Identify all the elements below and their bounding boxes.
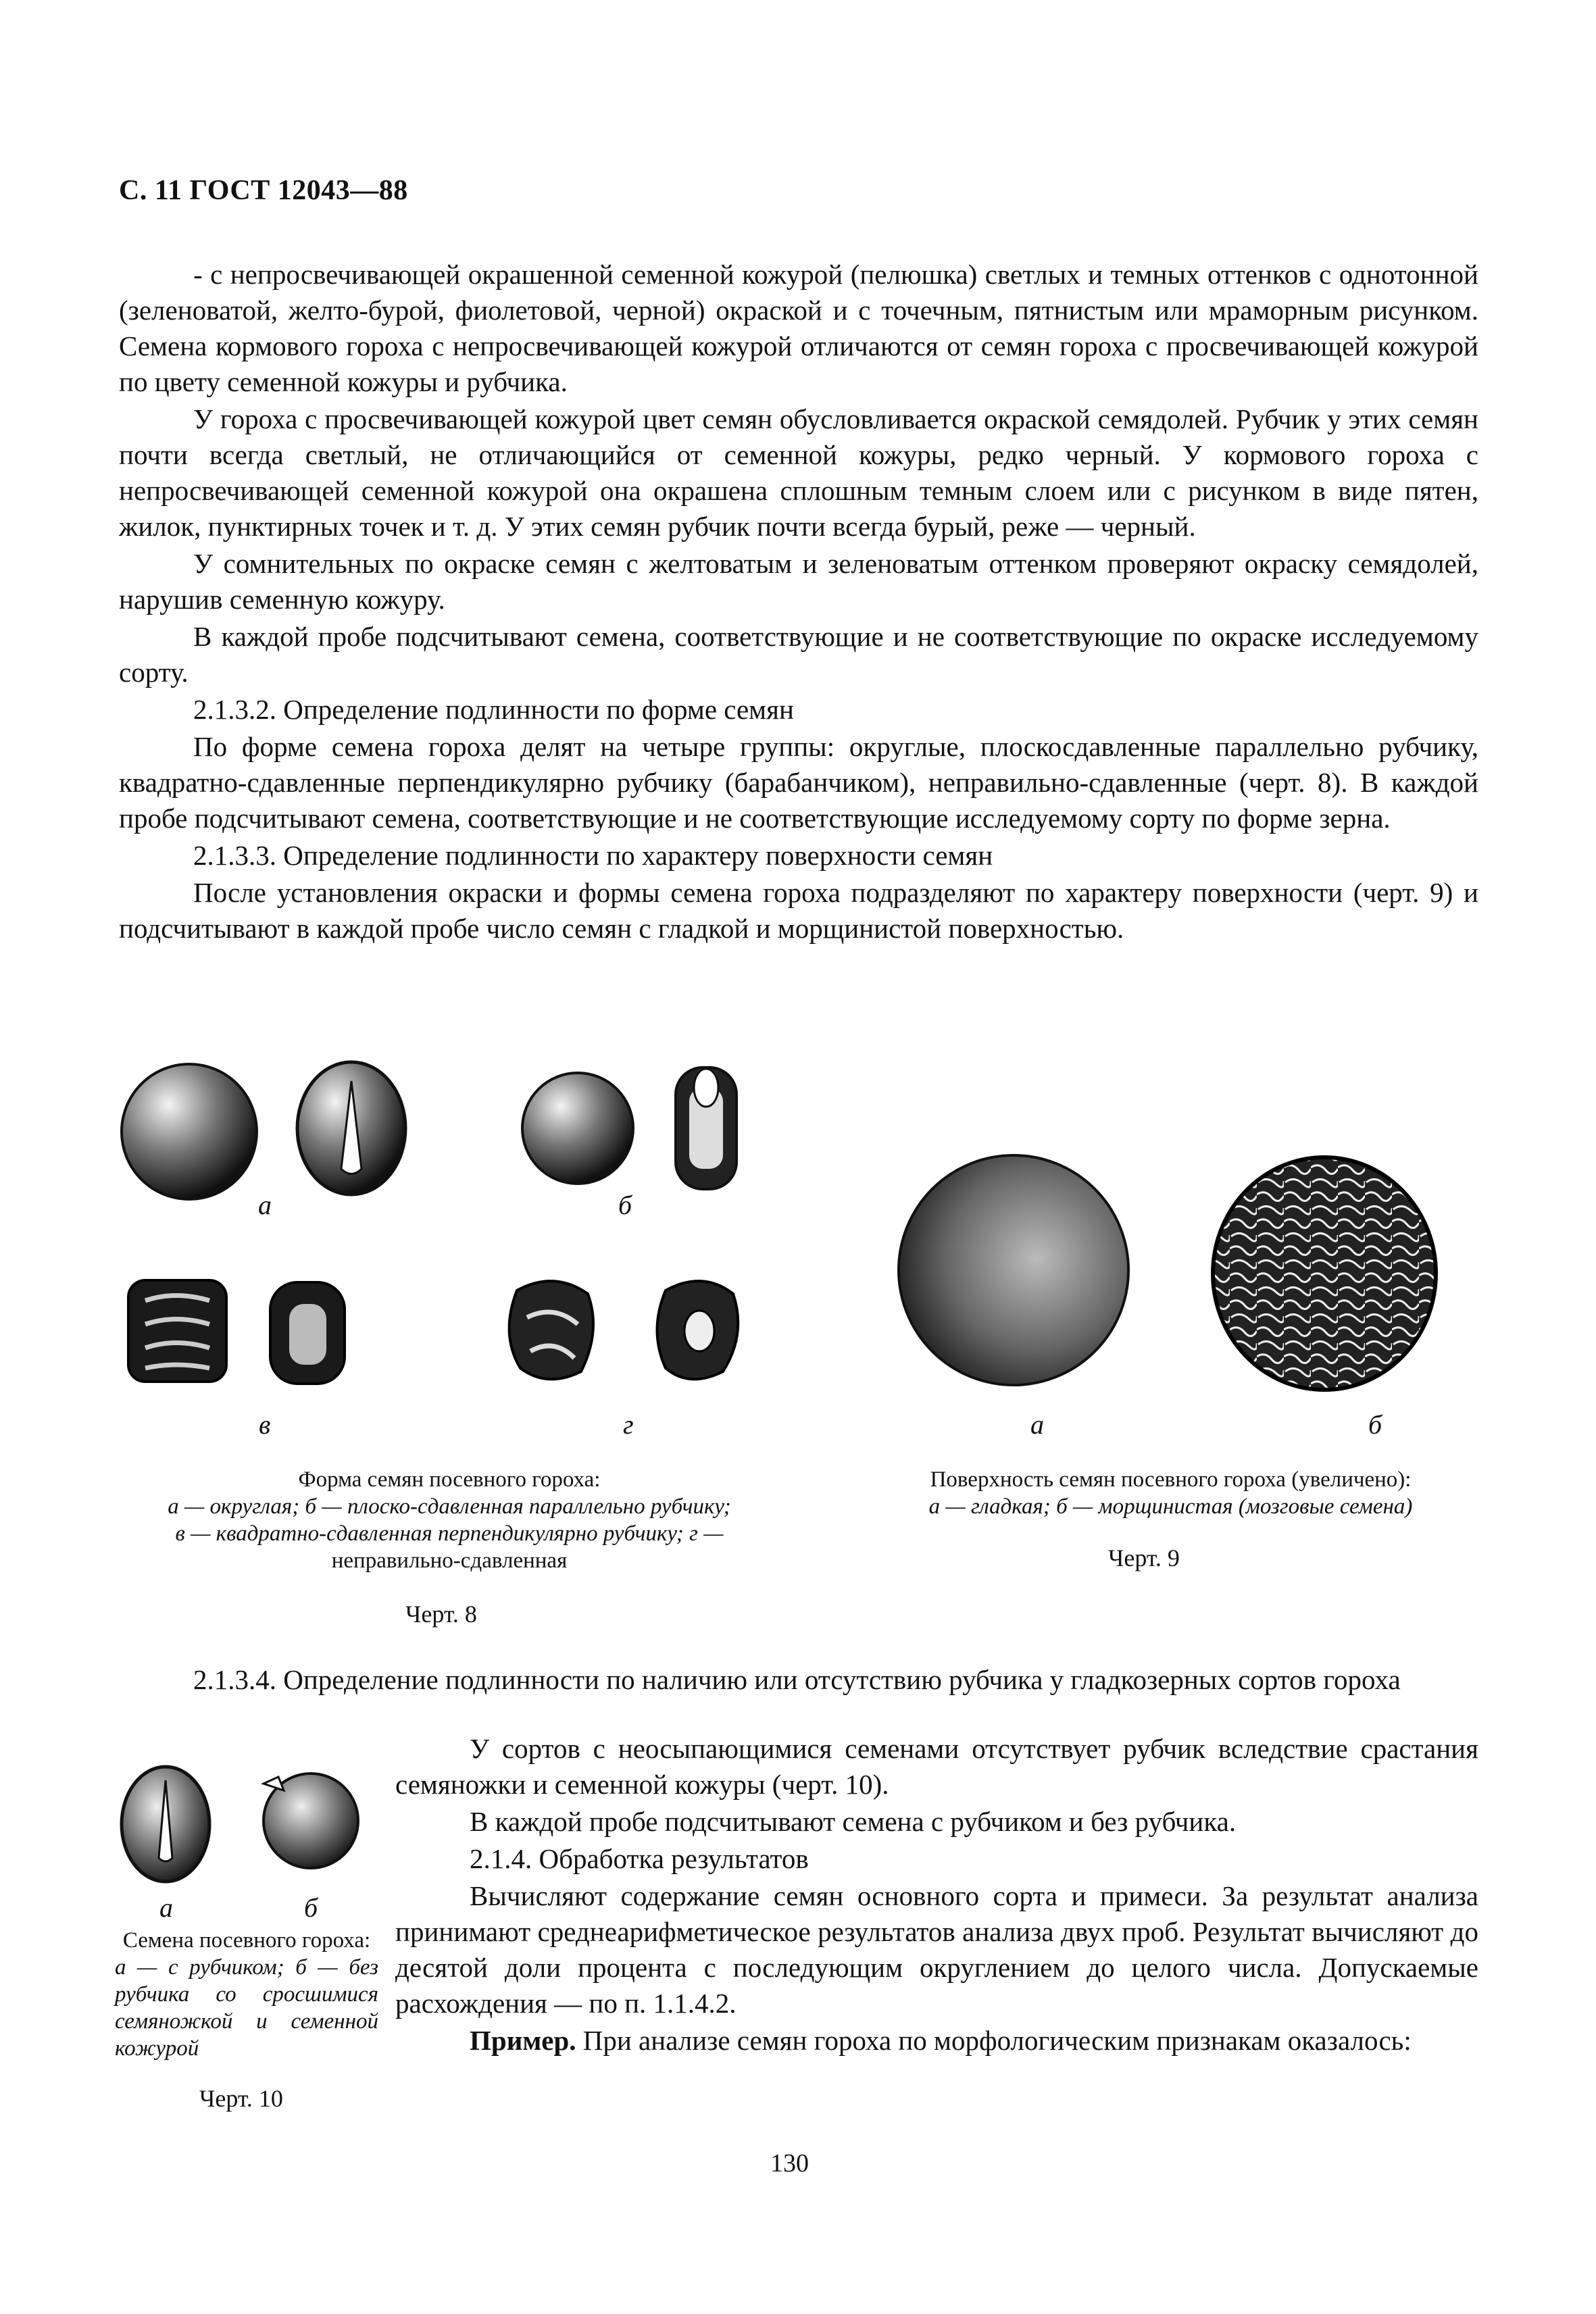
fig10-drawings	[122, 1757, 392, 1892]
seed-wrinkled	[1213, 1157, 1436, 1390]
fig10-caption-title: Семена посевного гороха:	[122, 1928, 371, 1953]
fig8-caption-line2: в — квадратно-сдавленная перпендикулярно рубчику; г —	[175, 1521, 724, 1546]
seed-square-v	[128, 1280, 226, 1382]
seed-round-a-hilum	[297, 1062, 405, 1194]
fig9-caption	[862, 1466, 1480, 1520]
fig8-label-g: г	[623, 1409, 634, 1440]
fig9-caption-title: Поверхность семян посевного гороха (увеличено):	[930, 1467, 1412, 1492]
fig9-caption-line1: а — гладкая; б — морщинистая (мозговые семена)	[928, 1494, 1413, 1519]
main-text-right	[395, 1731, 1478, 2059]
seed-irregular-g	[509, 1281, 593, 1379]
fig9-number: Черт. 9	[1108, 1544, 1180, 1571]
page-header: С. 11 ГОСТ 12043—88	[119, 175, 408, 206]
seed-flat-b-side	[676, 1067, 737, 1189]
fig10-label-b: б	[304, 1892, 318, 1923]
seed-flat-b	[522, 1073, 633, 1184]
example-paragraph	[395, 2023, 1478, 2059]
seed-round-a	[122, 1064, 257, 1199]
fig8-label-b: б	[618, 1190, 632, 1220]
example-text: При анализе семян гороха по морфологическим признакам оказалось:	[576, 2025, 1412, 2056]
example-bold: Пример.	[470, 2025, 576, 2056]
seed-square-v-side	[270, 1282, 345, 1384]
section-heading: 2.1.3.4. Определение подлинности по наличию или отсутствию рубчика у гладкозерных сортов гороха	[193, 1664, 1401, 1695]
fig8-label-a: а	[258, 1190, 272, 1220]
fig9-drawings	[905, 1149, 1480, 1399]
paragraph: - с непросвечивающей окрашенной семенной кожурой (пелюшка) светлых и темных оттенков с однотонной (зеленоватой, желто-бурой, фиолетовой, черной) окраской и с точечным, пятнистым или мраморным рисунком. Семена кормового гороха с непросвечивающей кожурой отличаются от семян гороха с просвечивающей кожурой по цвету семенной кожуры и рубчика.	[119, 259, 1478, 397]
fig10-caption	[115, 1927, 378, 2062]
seed-irregular-g-side	[657, 1281, 739, 1379]
fig10-label-a: а	[159, 1892, 173, 1923]
fig8-caption-line3: неправильно-сдавленная	[331, 1549, 568, 1573]
paragraph: В каждой пробе подсчитывают семена, соответствующие и не соответствующие по окраске исследуемому сорту.	[119, 621, 1478, 688]
paragraph: После установления окраски и формы семена гороха подразделяют по характеру поверхности (черт. 9) и подсчитывают в каждой пробе число семян с гладкой и морщинистой поверхностью.	[119, 877, 1478, 944]
fig8-number: Черт. 8	[405, 1601, 477, 1628]
paragraph: В каждой пробе подсчитывают семена с рубчиком и без рубчика.	[470, 1806, 1237, 1837]
section-heading: 2.1.4. Обработка результатов	[470, 1843, 809, 1874]
paragraph: Вычисляют содержание семян основного сорта и примеси. За результат анализа принимают среднеарифметическое результатов анализа двух проб. Результат вычисляют до десятой доли процента с последующим округлением до целого числа. Допускаемые расхождения — по п. 1.1.4.2.	[395, 1880, 1478, 2019]
fig8-caption-title: Форма семян посевного гороха:	[298, 1467, 601, 1492]
fig8-caption-line1: а — округлая; б — плоско-сдавленная параллельно рубчику;	[168, 1494, 731, 1519]
section-2134	[119, 1662, 1478, 1698]
page-number: 130	[770, 2149, 809, 2178]
fig8-label-v: в	[259, 1409, 271, 1440]
paragraph: У гороха с просвечивающей кожурой цвет семян обусловливается окраской семядолей. Рубчик у этих семян почти всегда светлый, не отличающийся от семенной кожуры, редко черный. У кормового гороха с непросвечивающей семенной кожурой она окрашена сплошным темным слоем или с рисунком в виде пятен, жилок, пунктирных точек и т. д. У этих семян рубчик почти всегда бурый, реже — черный.	[119, 403, 1478, 542]
paragraph: У сортов с неосыпающимися семенами отсутствует рубчик вследствие срастания семяножки и семенной кожуры (черт. 10).	[395, 1733, 1478, 1800]
paragraph: По форме семена гороха делят на четыре группы: округлые, плоскосдавленные параллельно рубчику, квадратно-сдавленные перпендикулярно рубчику (барабанчиком), неправильно-сдавленные (черт. 8). В каждой пробе подсчитывают семена, соответствующие и не соответствующие исследуемому сорту по форме зерна.	[119, 731, 1478, 834]
fig10-caption-line1: а — с рубчиком; б — без рубчика со сросшимися семяножкой и семенной кожурой	[115, 1955, 378, 2061]
main-text-top	[119, 257, 1478, 947]
fig10-number: Черт. 10	[199, 2085, 283, 2112]
fig8-caption	[115, 1466, 784, 1574]
seed-smooth	[899, 1155, 1128, 1385]
paragraph: У сомнительных по окраске семян с желтоватым и зеленоватым оттенком проверяют окраску семядолей, нарушив семенную кожуру.	[119, 548, 1478, 615]
fig8-drawings	[115, 1034, 791, 1412]
section-heading: 2.1.3.3. Определение подлинности по характеру поверхности семян	[193, 840, 993, 871]
fig9-label-b: б	[1368, 1409, 1382, 1440]
section-heading: 2.1.3.2. Определение подлинности по форме семян	[193, 694, 794, 725]
seed-without-hilum	[264, 1774, 358, 1868]
seed-with-hilum	[122, 1767, 209, 1882]
fig9-label-a: а	[1030, 1409, 1044, 1440]
